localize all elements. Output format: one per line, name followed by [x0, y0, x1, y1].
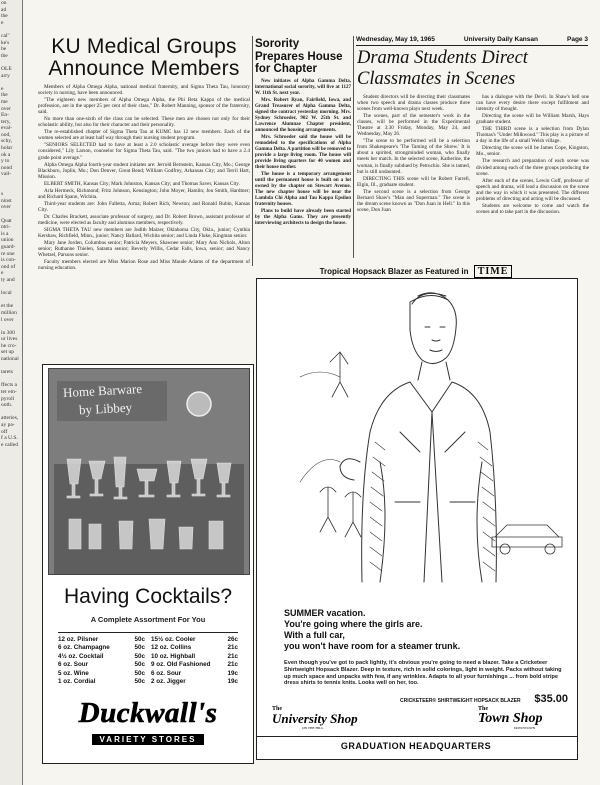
strip-line: re one: [1, 250, 15, 257]
ku-paragraph: The re-established chapter of Sigma Theta Tau at KUMC has 12 new members. Each of the women selected are at least half way through their nursing student program.: [38, 129, 250, 142]
strip-line: ur lives: [1, 336, 18, 343]
strip-line: ok a: [1, 151, 11, 158]
price-item-name: 15½ oz. Cooler: [151, 636, 196, 643]
strip-line: eval-: [1, 125, 12, 132]
drama-paragraph: THE THIRD scene is a selection from Dylan Thomas's "Under Milkwood." This play is a picture of a day in the life of a small Welsh village.: [476, 126, 589, 145]
price-item-name: 5 oz. Wine: [58, 669, 89, 677]
strip-line: [0, 26, 22, 33]
strip-line: l over: [1, 316, 14, 323]
strip-line: Quat: [1, 217, 12, 224]
strip-line: set up: [1, 349, 14, 356]
price-row: [58, 670, 145, 678]
price-row: [151, 661, 238, 669]
blazer-line-1: SUMMER vacation.: [284, 608, 366, 618]
blazer-body: Even though you've got to pack lightly, it's obvious you're going to need a blazer. Take a Cricketeer Shirtweight Hopsack Blazer. Deep in texture, rich in solid colorings, light in weight. Packs without taking up much space and unpacks with few, if any wrinkles. Adapts to all your furnishings ... from bold stripe dress shirts to tennis knits. Looks well on her, too.: [284, 660, 562, 687]
sorority-headline: Sorority Prepares House for Chapter: [255, 38, 343, 75]
ku-paragraph: Third-year students are: John Falletta, Arma; Robert Rich, Newton; and Ronald Rubin, Kansas City.: [38, 200, 250, 213]
strip-line: off: [1, 428, 8, 435]
price-row: [58, 661, 145, 669]
price-row: [151, 644, 238, 652]
strip-line: be: [1, 46, 7, 53]
blazer-price-line: [400, 693, 568, 705]
university-shop-logo: [272, 706, 392, 730]
header-rule: [356, 45, 588, 46]
libbey-subhead: A Complete Assortment For You: [90, 615, 206, 624]
price-list-right: [151, 636, 238, 686]
price-list: [58, 636, 238, 686]
sorority-paragraph: New initiates of Alpha Gamma Delta, international social sorority, will live at 1127 W. 11th St. next year.: [255, 78, 351, 96]
sorority-paragraph: The house is a temporary arrangement until the permanent house is built on a lot owned by the chapter on Stewart Avenue. The new chapter house will be near the Lambda Chi Alpha and Tau Kappa Epsilon fraternity houses.: [255, 171, 351, 207]
drama-paragraph: DIRECTING THIS scene will be Robert Farrell, Elgin, Ill., graduate student.: [357, 175, 470, 188]
strip-line: [0, 363, 22, 370]
strip-line: e: [1, 270, 4, 277]
libbey-headline: Having Cocktails?: [63, 585, 233, 608]
ku-article: [38, 36, 250, 362]
duckwalls-logo: [62, 697, 234, 749]
price-item-price: 21c: [227, 661, 238, 669]
ku-headline: KU Medical Groups Announce Members: [48, 36, 240, 80]
strip-line: [0, 297, 22, 304]
drama-paragraph: The research and preparation of each scene was divided among each of the three groups producing the scene.: [476, 158, 589, 177]
strip-line: is a: [1, 230, 9, 237]
column-rule: [353, 36, 354, 258]
strip-line: [0, 323, 22, 330]
strip-line: e: [1, 19, 4, 26]
sorority-paragraph: Plans to build have already been started by the Alpha Gams. They are presently interviewing architects to design the house.: [255, 208, 351, 226]
drama-headline: Drama Students Direct Classmates in Scenes: [357, 48, 528, 89]
strip-line: the: [1, 52, 8, 59]
strip-line: national: [1, 356, 19, 363]
strip-line: holar: [1, 145, 13, 152]
strip-line: the: [1, 92, 8, 99]
drama-paragraph: Students are welcome to come and watch the scenes and to take part in the discussion.: [476, 202, 589, 215]
sorority-paragraph: Mrs. Schroeder said the house will be remodeled to the specifications of Alpha Gamma Delta. A partition will be removed to provide a large living room. The house will provide living quarters for 40 women and their house mother.: [255, 134, 351, 170]
strip-line: ty and: [1, 276, 15, 283]
strip-line: over: [1, 204, 11, 211]
university-shop-sub: ON THE HILL: [302, 726, 324, 730]
price-item-name: 6 oz. Sour: [58, 661, 89, 669]
strip-line: [0, 284, 22, 291]
sorority-paragraph: Mrs. Robert Ryan, Fairfield, Iowa, and Grand Treasurer of Alpha Gamma Delta, signed the contract yesterday morning. Mrs. Sydney Schroeder, 902 W. 25th St. and Lawrence Alumnae Chapter president, announced the housing arrangements.: [255, 97, 351, 133]
ku-paragraph: Members of Alpha Omega Alpha, national medical fraternity, and Sigma Theta Tau, honorary society in nursing, have been announced.: [38, 84, 250, 97]
ku-body: [38, 84, 250, 271]
price-item-price: 21c: [227, 652, 238, 660]
strip-line: is con-: [1, 257, 16, 264]
ad-rule: [256, 736, 577, 737]
strip-line: ffects a: [1, 382, 17, 389]
price-row: [151, 670, 238, 678]
strip-line: [0, 178, 22, 185]
strip-line: ooth.: [1, 402, 13, 409]
price-item-price: 50c: [134, 661, 145, 669]
duckwalls-sub: VARIETY STORES: [92, 734, 205, 745]
ku-paragraph: Mary Jane Jorden, Columbus senior; Patricia Meyers, Shawnee senior; Mary Ann Nichols, Alton senior; Ruthanne Thielen, Satanta senior; Beverly Willis, Cedar Falls, Iowa, senior; and Nancy Whetzel, Parsons senior.: [38, 240, 250, 259]
strip-line: f a U.S.: [1, 435, 18, 442]
strip-line: he cro-: [1, 342, 17, 349]
strip-line: million: [1, 309, 17, 316]
drama-col-1: [357, 94, 470, 216]
ku-paragraph: No more than one-sixth of the class can be selected. These men are chosen not only for their scholastic ability, but also for their character and their personality.: [38, 116, 250, 129]
price-row: [151, 678, 238, 686]
strip-line: y to: [1, 158, 10, 165]
strip-line: schy,: [1, 138, 13, 145]
strip-line: vail-: [1, 171, 12, 178]
blazer-line-2: You're going where the girls are.: [284, 619, 423, 629]
price-item-name: 6 oz. Champagne: [58, 644, 110, 652]
strip-line: [0, 79, 22, 86]
ku-paragraph: Alpha Omega Alpha fourth-year student initiates are: Jerrold Bernstein, Kansas City, Mo.; George Blackburn, Joplin, Mo.; Don Denver, Great Bend; William Godfrey, Arkansas City; and Terril Hart, Mission.: [38, 161, 250, 180]
drama-paragraph: Directing the scene will be William Marsh, Hays graduate student.: [476, 113, 589, 126]
drama-paragraph: Student directors will be directing their classmates when two speech and drama classes produce three scenes from well-known plays next week.: [357, 94, 470, 113]
graduation-headquarters: GRADUATION HEADQUARTERS: [340, 741, 492, 751]
drama-paragraph: "The scene to be performed will be a selection from Shakespeare's 'The Taming of the Shrew.' It is about a spirited, strongminded woman, who finally meets her match. In the selected scene, Katherine, the woman, is finally subdued by Petruchio. She is tamed, but is still undaunted.: [357, 138, 470, 175]
strip-line: local: [1, 290, 12, 297]
strip-line: En-: [1, 112, 9, 119]
price-item-price: 50c: [134, 678, 145, 686]
strip-line: [0, 59, 22, 66]
price-item-name: 2 oz. Jigger: [151, 678, 186, 686]
strip-line: atteries,: [1, 415, 19, 422]
ku-paragraph: "The eighteen new members of Alpha Omega Alpha, the Phi Beta Kappa of the medical profession, are in the upper 25 per cent of their class," Dr. Robert Manning, sponsor of the fraternity, said.: [38, 97, 250, 116]
strip-line: cal": [1, 32, 10, 39]
drama-paragraph: After each of the scenes, Lewin Goff, professor of speech and drama, will lead a discussion on the scene and the way in which it was presented. The different problems of directing and acting will be discussed.: [476, 177, 589, 202]
price-item-name: 9 oz. Old Fashioned: [151, 661, 211, 669]
drama-paragraph: The scenes, part of the semester's work in the classes, will be performed in the Experimental Theatre at 3:30 Friday, Monday, May 24, and Wednesday, May 26.: [357, 113, 470, 138]
strip-line: [0, 211, 22, 218]
drama-paragraph: The second scene is a selection from George Bernard Shaw's "Man and Superman." The scene is the dream scene known as "Don Juan in Hell." In this scene, Don Juan: [357, 188, 470, 213]
price-row: [58, 644, 145, 652]
time-logo: TIME: [474, 265, 513, 278]
price-list-left: [58, 636, 145, 686]
blazer-line-4: you won't have room for a steamer trunk.: [284, 641, 461, 651]
page-header: [356, 36, 588, 43]
left-margin-column: [0, 0, 23, 785]
price-row: [58, 636, 145, 644]
blazer-line-3: With a full car,: [284, 630, 345, 640]
strip-line: pyroll: [1, 395, 15, 402]
price-item-price: 21c: [227, 644, 238, 652]
price-item-price: 19c: [227, 678, 238, 686]
ku-paragraph: Arla Hermeck, Richmond; Fritz Johnson, Kensington; John Moyer, Hamlin; Jon Smith, Hardtner; and Richard Spann, Wichita.: [38, 187, 250, 200]
column-rule: [252, 36, 253, 266]
photo-caption-1: Home Barware: [62, 380, 143, 401]
price-row: [58, 678, 145, 686]
blazer-illustration: [260, 282, 572, 592]
town-shop-logo: [478, 706, 570, 730]
strip-line: union: [1, 237, 14, 244]
barware-photo: [48, 368, 250, 575]
price-item-price: 50c: [134, 669, 145, 677]
strip-line: ter em-: [1, 389, 17, 396]
strip-line: tery,: [1, 118, 11, 125]
price-row: [58, 653, 145, 661]
strip-line: tarets: [1, 369, 13, 376]
ku-paragraph: "SENIORS SELECTED had to have at least a 2.0 scholastic average before they were even considered," Lily Larson, counselor for Sigma Theta Tau, said. "The two juniors had to have a 2.4 grade point average.": [38, 142, 250, 161]
ku-paragraph: ELBERT SMITH, Kansas City; Mark Johnston, Kansas City; and Thomas Saver, Kansas City.: [44, 180, 240, 187]
price-item-name: 4½ oz. Cocktail: [58, 652, 104, 660]
price-item-price: 26c: [227, 636, 238, 643]
drama-article: [357, 48, 589, 260]
blazer-product: CRICKETEER® SHIRTWEIGHT HOPSACK BLAZER: [400, 698, 521, 704]
duckwalls-name: Duckwall's: [78, 697, 218, 729]
price-item-name: 6 oz. Sour: [151, 669, 182, 677]
price-item-price: 50c: [134, 636, 145, 643]
strip-line: on: [1, 0, 7, 6]
strip-line: ke's: [1, 39, 10, 46]
price-item-name: 10 oz. Highball: [151, 652, 196, 660]
strip-line: e called: [1, 441, 18, 448]
strip-line: ad: [1, 6, 7, 13]
town-shop-sub: DOWNTOWN: [514, 726, 536, 730]
strip-line: [0, 409, 22, 416]
price-item-name: 1 oz. Cordial: [58, 678, 96, 686]
ku-paragraph: Dr. Charles Brackett, associate professor of surgery, and Dr. Robert Brown, assistant professor of medicine, were elected as faculty and alumnus members, respectively.: [38, 213, 250, 226]
price-item-name: 12 oz. Collins: [151, 644, 192, 652]
strip-line: e: [1, 85, 4, 92]
strip-line: ood,: [1, 131, 11, 138]
university-shop-the: The: [272, 706, 283, 712]
blazer-banner: [256, 265, 576, 278]
photo-caption-2: by Libbey: [78, 399, 133, 418]
strip-line: over: [1, 105, 11, 112]
price-item-price: 50c: [134, 652, 145, 660]
price-row: [151, 653, 238, 661]
ku-paragraph: SIGMA THETA TAU new members are Judith Maizer, Oklahoma City, Okla., junior; Cynthia Kershaw, Richfield, Minn., junior; Nancy Ballard, Wichita senior; and Linda Fluke, Kingman senior.: [38, 227, 250, 240]
drama-col-2: [476, 94, 589, 216]
strip-line: [0, 185, 22, 192]
strip-line: ay pa-: [1, 422, 15, 428]
drama-paragraph: has a dialogue with the Devil. In Shaw's hell one can have every desire there except fulfilment and intensity of thought.: [476, 94, 589, 113]
price-item-price: 50c: [134, 644, 145, 652]
blazer-copy: [284, 608, 564, 652]
strip-line: guard-: [1, 243, 16, 250]
strip-line: in 300: [1, 329, 15, 336]
price-row: [151, 636, 238, 644]
header-page: Page 3: [567, 36, 588, 43]
sorority-article: [255, 38, 351, 263]
strip-line: the: [1, 13, 8, 20]
strip-line: OLE: [1, 65, 12, 72]
strip-line: et the: [1, 303, 14, 310]
strip-line: ond of: [1, 263, 16, 270]
price-item-name: 12 oz. Pilsner: [58, 636, 99, 643]
strip-line: me: [1, 98, 8, 105]
strip-line: nond: [1, 164, 12, 171]
strip-line: arry: [1, 72, 10, 79]
town-shop-the: The: [478, 706, 489, 712]
price-item-price: 19c: [227, 669, 238, 677]
sorority-body: [255, 79, 351, 227]
blazer-banner-text: Tropical Hopsack Blazer as Featured in: [319, 267, 469, 276]
strip-line: ntri-: [1, 224, 11, 231]
ad-rule: [58, 632, 238, 633]
university-shop-name: University Shop: [272, 711, 358, 726]
header-date: Wednesday, May 19, 1965: [356, 36, 435, 43]
ku-paragraph: Faculty members elected are Miss Marion Rose and Miss Maude Adams of the department of nursing education.: [38, 259, 250, 272]
header-paper: University Daily Kansan: [463, 36, 538, 43]
strip-line: s: [1, 191, 4, 198]
blazer-price: $35.00: [534, 693, 568, 705]
town-shop-name: Town Shop: [478, 711, 543, 726]
strip-line: ninst: [1, 197, 12, 204]
drama-paragraph: Directing the scene will be James Cope, Kingston, Mo., senior.: [476, 145, 589, 158]
